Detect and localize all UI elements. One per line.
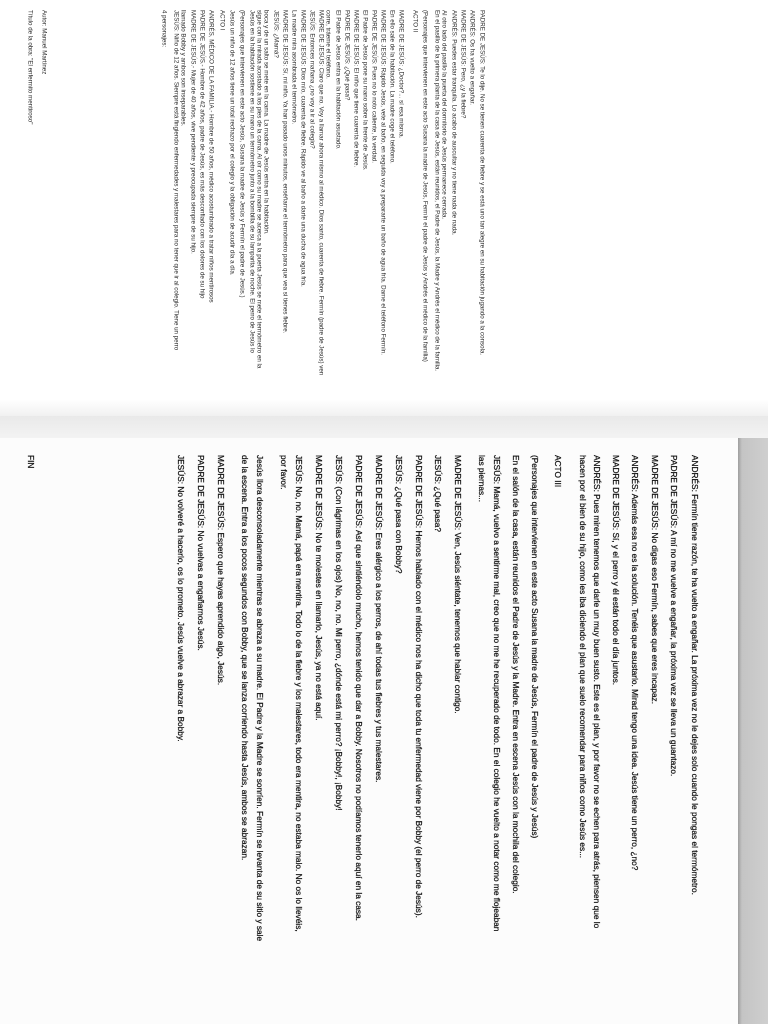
dialogue-line: JESÚS: ¿Mamá? [272,10,280,58]
dialogue-line: PADRE DE JESÚS: Te lo dije. No se tienen cuarenta de fiebre y se está uno tan alegre en su habitación jugando a la consola. [478,10,486,356]
play-title: Título de la obra: "El enfermito mentiroso" [26,10,34,125]
act-heading: ACTO II [411,10,419,33]
dialogue-line-continued: corre, tráeme el teléfono. [324,10,332,79]
dialogue-line: JESÚS: No volveré a hacerlo, os lo prometo. Jesús vuelve a abrazar a Bobby. [176,455,186,742]
dialogue-line: JESÚS: (Con lágrimas en los ojos) No, no, no. Mi perro, ¿dónde está mi perro? ¡Bobby!, ¡Bobby! [334,455,344,811]
end-marker: FIN [26,455,36,469]
stage-direction: Jesús en la habitación sostiene en su mano un termómetro junto a la bombilla de su lamparita de noche. El perro de Jesús lo [248,10,256,353]
dialogue-line: MADRE DE JESÚS: Ven, Jesús siéntate, tenemos que hablar contigo. [453,455,463,714]
character-description: JESÚS: Niño de 12 años. Siempre está fingiendo enfermedades y malestares para no tener que ir al colegio. Tiene un perro [172,10,180,351]
dialogue-line: JESÚS: Entonces mañana ¿no voy a ir al colegio? [308,10,316,149]
dialogue-line: ANDRÉS: Fermín tiene razón, te ha vuelto a engañar. La próxima vez no le dejes solo cuando le pongas el termómetro. [690,455,700,895]
character-description-continued: llamado Bobby y ambos son inseparables. [179,10,187,127]
dialogue-line: PADRE DE JESÚS: Pues no lo noto caliente, la verdad. [370,10,378,163]
stage-direction-continued: sigue con la mirada acostado a los pies de la cama. Al oír como su madre se acerca a la puerta Jesús se mete el termómetro en la [255,10,263,369]
act-heading: ACTO I [218,10,226,31]
dialogue-line: MADRE DE JESÚS: El niño que tiene cuarenta de fiebre. [352,10,360,168]
dialogue-line: JESÚS: No, no. Mamá, papá era mentira. Todo lo de la fiebre y los malestares, todo era mentira, no estaba malo. No os lo llevéis, [294,455,304,932]
dialogue-line: JESÚS: ¿Qué pasa con Bobby? [394,455,404,574]
dialogue-line: JESÚS: ¿Qué pasa? [433,455,443,533]
stage-direction: En el pasillo de la primera planta de la casa de Jesús, están reunidos, el Padre de Jesús, la Madre y Andrés el médico de la familia. [433,10,441,372]
dialogue-line: ANDRÉS: Pues miren tenemos que darle un muy buen susto. Este es el plan, y por favor no se echen para atrás, piensen que lo [592,455,602,929]
dialogue-line: MADRE DE JESÚS: No digas eso Fermín, sabes que eres incapaz. [650,455,660,705]
dialogue-line: JESÚS: Mamá, vuelvo a sentirme mal, creo que no me he recuperado de todo. En el colegio he vuelto a notar como me flojeaban [492,455,502,932]
stage-direction: El Padre de Jesús entra en la habitación asustado. [334,10,342,150]
script-page-2 [0,438,738,1024]
play-author: Autor: Manuel Martínez [40,10,48,75]
dialogue-line: PADRE DE JESÚS: ¿Qué pasa? [343,10,351,101]
stage-direction: Al otro lado del pasillo la puerta del dormitorio de Jesús permanece cerrada. [440,10,448,220]
dialogue-line: MADRE DE JESÚS: Claro que no. Voy a llamar ahora mismo al médico. Dios santo, cuarenta de fiebre. Fermín (padre de Jesús) ven [317,10,325,376]
dialogue-line: PADRE DE JESÚS: No vuelvas a engañarnos Jesús. [196,455,206,651]
dialogue-line: ANDRÉS: Os ha vuelto a engañar. [468,10,476,105]
dialogue-line: MADRE DE JESÚS: Dios mío, cuarenta de fiebre. Rápido ve al baño a darte una ducha de agua fría. [299,10,307,287]
dialogue-line-continued: hacen por el bien de su hijo, como les iba diciendo el plan que suelo recomendar para niños como Jesús es... [578,455,588,859]
dialogue-line: MADRE DE JESÚS: Espero que hayas aprendido algo, Jesús. [216,455,226,686]
stage-direction: En el salón de la casa, están reunidos el Padre de Jesús y la Madre. Entra en escena Jesús con la mochila del colegio. [511,455,521,894]
act-cast-note: (Personajes que intervienen en este acto Jesús, Susana la madre de Jesús y Fermín el padre de Jesús.) [238,10,246,298]
character-description: ANDRÉS, MÉDICO DE LA FAMILIA.- Hombre de 50 años, médico acostumbrado a tratar niños mentirosos [207,10,215,303]
dialogue-line: MADRE DE JESÚS: Eres alérgico a los perros, de ahí todas tus fiebres y tus malestares. [374,455,384,783]
stage-direction: Jesús llora desconsoladamente mientras se abraza a su madre. El Padre y la Madre se sonríen. Fermín se levanta de su sitio y sale [255,455,265,942]
stage-direction: En ello sale de la habitación. La madre coge el teléfono. [388,10,396,164]
stage-direction: El Padre de Jesús pone su mano sobre la frente de Jesús. [361,10,369,171]
dialogue-line: MADRE DE JESÚS: Sí, y el perro y él están todo el día juntos. [611,455,621,686]
scene-summary: Jesús un niño de 12 años tiene un total rechazo por el colegio y la obligación de acudir día a día. [228,10,236,276]
page-edge-shadow [738,438,768,1024]
act-cast-note: (Personajes que intervienen en este acto Susana la madre de Jesús, Fermín el padre de Jesús y Jesús) [530,455,540,839]
dialogue-line-continued: las piernas... [477,455,487,503]
dialogue-line: MADRE DE JESÚS: No te molestes en llamarlo, Jesús, ya no está aquí. [314,455,324,721]
stage-direction-continued: boca y de un salto se mete en la cama. La madre de Jesús entra en la habitación. [262,10,270,235]
script-page-1 [0,0,768,416]
dialogue-line: MADRE DE JESÚS: Rápido Jesús, vete al baño, en seguida voy a prepararte un baño de agua fría. Dame el teléfono Fermín. [379,10,387,355]
dialogue-line: MADRE DE JESÚS: ¿Doctor?... sí esa misma. [397,10,405,139]
act-heading: ACTO III [553,455,563,488]
dialogue-line-continued: por favor. [279,455,289,490]
character-description: MADRE DE JESÚS.- Mujer de 40 años, vive pendiente y preocupada siempre de su hijo. [189,10,197,254]
stage-direction: La madre mira asombrada el termómetro. [290,10,298,125]
character-description: PADRE DE JESÚS.- Hombre de 42 años, padre de Jesús, es más desconfiado con los dolores de su hijo [198,10,206,299]
dialogue-line: PADRE DE JESÚS: Hemos hablado con el médico nos ha dicho que toda tu enfermedad viene por Bobby (el perro de Jesús). [414,455,424,918]
dialogue-line: MADRE DE JESÚS: Pero, ¿y la fiebre? [459,10,467,119]
page-separator [0,416,768,438]
stage-direction-continued: de la escena. Entra a los pocos segundos con Bobby, que se lanza corriendo hasta Jesús, ambos se abrazan. [240,455,250,861]
dialogue-line: ANDRÉS: Además esa no es la solución. Tenéis que asustarlo. Mirad tengo una idea. Jesús tiene un perro, ¿no? [630,455,640,871]
characters-heading: 4 personajes: [160,10,168,48]
dialogue-line: MADRE DE JESÚS: Sí, mi niño. Ya han pasado unos minutos, enséñame el termómetro para que vea si tienes fiebre. [281,10,289,334]
act-cast-note: (Personajes que intervienen en este acto Susana la madre de Jesús, Fermín el padre de Jesús y Andrés el médico de la familia) [421,10,429,362]
dialogue-line: PADRE DE JESÚS: A mí no me vuelve a engañar, la próxima vez se lleva un guantazo. [669,455,679,777]
dialogue-line: ANDRÉS: Puedes estar tranquila. Lo acabo de auscultar y no tiene nada de nada. [450,10,458,236]
dialogue-line: PADRE DE JESÚS: Así que sintiéndolo mucho, hemos tenido que dar a Bobby. Nosotros no podíamos tenerlo aquí en la casa. [354,455,364,921]
